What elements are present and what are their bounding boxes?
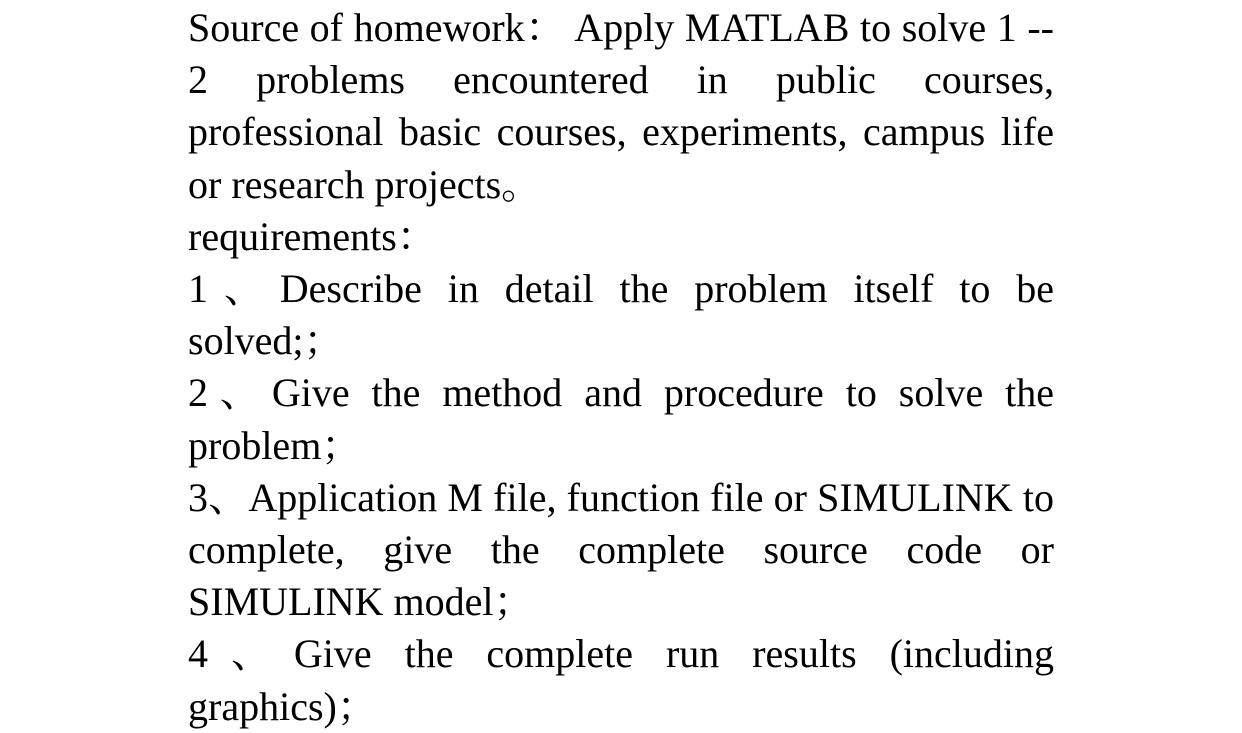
requirement-item-3: 3、Application M file, function file or SIMULINK to complete, give the complete source code or SIMULINK model； xyxy=(188,474,1054,625)
requirement-item-1: 1、Describe in detail the problem itself to be solved;； xyxy=(188,266,1054,364)
requirements-heading: requirements： xyxy=(188,213,437,259)
requirement-item-2: 2、Give the method and procedure to solve the problem； xyxy=(188,370,1054,468)
homework-source-paragraph: Source of homework： Apply MATLAB to solve 1 -- 2 problems encountered in public courses, professional basic courses, experiments, campus life or research projects。 xyxy=(188,5,1054,207)
requirement-item-4: 4、Give the complete run results (including graphics)； xyxy=(188,631,1054,729)
document-body xyxy=(188,2,1054,733)
